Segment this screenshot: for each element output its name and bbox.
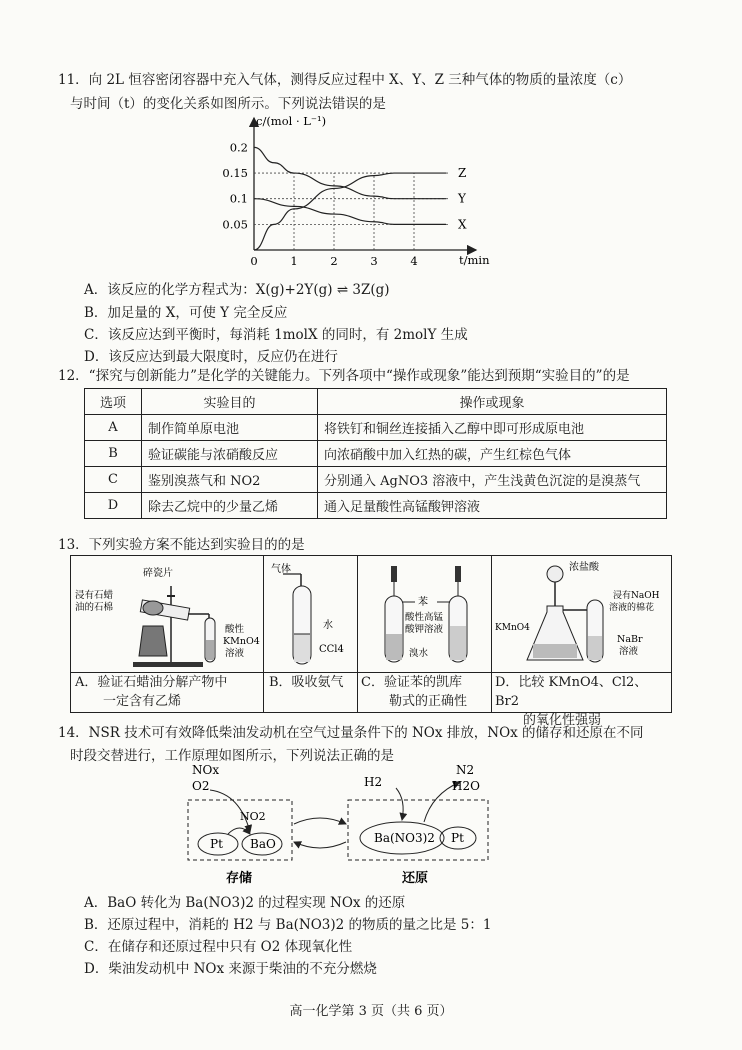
caption-a-line1: A．验证石蜡油分解产物中 [75,675,228,690]
chart-grid [254,173,450,250]
q11-option-d: D．该反应达到最大限度时，反应仍在进行 [84,349,338,365]
caption-d-line2: 的氧化性强弱 [523,713,602,728]
y-tick-label: 0.15 [222,166,248,181]
row-operation: 通入足量酸性高锰酸钾溶液 [318,493,667,519]
row-operation: 向浓硝酸中加入红热的碳，产生红棕色气体 [318,441,667,467]
row-option: B [85,441,142,467]
row-purpose: 鉴别溴蒸气和 NO2 [142,467,318,493]
label-water: 水 [323,620,333,631]
q14-option-d: D．柴油发动机中 NOx 来源于柴油的不充分燃烧 [84,961,377,977]
experiment-c [357,556,492,712]
row-operation: 分别通入 AgNO3 溶液中，产生浅黄色沉淀的是溴蒸气 [318,467,667,493]
label-nabr1: NaBr [617,634,643,645]
row-option: A [85,415,142,441]
diagram-o2: O2 [192,779,210,793]
q11-option-b: B．加足量的 X，可使 Y 完全反应 [84,305,288,321]
label-hcl: 浓盐酸 [569,562,599,573]
experiment-d [491,556,671,728]
x-tick-label: 4 [410,254,418,268]
caption-d-line1: D．比较 KMnO4、Cl2、Br2 [495,675,648,709]
q11-option-c: C．该反应达到平衡时，每消耗 1molX 的同时，有 2molY 生成 [84,327,468,343]
diagram-storage: 存储 [226,871,253,886]
q13-stem: 13．下列实验方案不能达到实验目的的是 [58,537,305,553]
q11-chart [222,112,502,272]
y-tick-label: 0.1 [229,191,248,206]
table-row [85,467,667,493]
caption-a [71,672,263,711]
series-label-y: Y [458,191,466,206]
caption-a-line2: 一定含有乙烯 [103,694,182,709]
experiment-a [71,556,264,712]
series-label-x: X [458,217,467,232]
header-option: 选项 [85,389,142,415]
chart-xlabel: t/min [459,253,490,267]
q12-table [84,388,667,519]
caption-c [357,672,491,711]
table-row [85,493,667,519]
q14-option-c: C．在储存和还原过程中只有 O2 体现氧化性 [84,939,353,955]
apparatus-a-icon [71,556,263,672]
label-acid1: 酸性高锰 [405,612,444,623]
diagram-pt-right: Pt [451,831,464,845]
row-option: C [85,467,142,493]
series-line-z [254,173,446,250]
chart-axes [254,118,476,250]
q12-stem: 12．“探究与创新能力”是化学的关键能力。下列各项中“操作或现象”能达到预期“实验目的”的是 [58,368,630,384]
q14-option-a: A．BaO 转化为 Ba(NO3)2 的过程实现 NOx 的还原 [84,895,406,911]
label-kmno4: KMnO4 [495,623,530,633]
table-row [85,415,667,441]
y-tick-label: 0.2 [229,140,248,155]
q13-experiment-panel [70,555,672,728]
label-acid2: 酸钾溶液 [405,624,444,635]
diagram-reduction: 还原 [402,871,429,886]
q14-nsr-diagram [170,760,510,890]
row-purpose: 验证碳能与浓硝酸反应 [142,441,318,467]
q11-stem-line1: 11．向 2L 恒容密闭容器中充入气体，测得反应过程中 X、Y、Z 三种气体的物质的量浓度（c） [58,72,632,88]
page-footer: 高一化学第 3 页（共 6 页） [289,1004,453,1019]
label-soaked2: 油的石棉 [75,602,114,613]
label-benzene: 苯 [418,597,428,608]
x-tick-label: 0 [250,254,258,268]
q14-stem-line1: 14．NSR 技术可有效降低柴油发动机在空气过量条件下的 NOx 排放，NOx 的储存和还原在不同 [58,725,644,741]
row-purpose: 制作简单原电池 [142,415,318,441]
diagram-h2: H2 [364,775,383,789]
diagram-banitrate: Ba(NO3)2 [374,831,435,845]
q11-stem-line2: 与时间（t）的变化关系如图所示。下列说法错误的是 [70,96,386,112]
x-tick-label: 3 [370,254,378,268]
caption-c-line1: C．验证苯的凯库 [361,675,462,690]
label-soaked1: 浸有石蜡 [75,590,114,601]
apparatus-c-icon [357,556,491,672]
q14-option-b: B．还原过程中，消耗的 H2 与 Ba(NO3)2 的物质的量之比是 5：1 [84,917,492,933]
label-nabr2: 溶液 [619,646,639,657]
label-kmno4-2: KMnO4 [223,636,260,647]
y-tick-label: 0.05 [222,217,248,232]
x-tick-label: 2 [330,254,338,268]
label-gas: 气体 [271,564,291,575]
series-label-z: Z [458,166,467,181]
diagram-nox: NOx [192,763,220,777]
chart-ylabel: c/(mol · L⁻¹) [256,114,327,128]
label-ccl4: CCl4 [319,644,344,655]
label-kmno4-1: 酸性 [225,624,245,635]
chart-ticks [222,140,417,268]
table-header-row [85,389,667,415]
label-bromine: 溴水 [409,648,429,659]
diagram-h2o: H2O [452,779,480,793]
q11-option-a: A．该反应的化学方程式为：X(g)+2Y(g) ⇌ 3Z(g) [84,282,390,298]
diagram-bao: BaO [250,837,276,851]
header-purpose: 实验目的 [142,389,318,415]
diagram-no2: NO2 [240,810,266,823]
caption-c-line2: 勒式的正确性 [389,694,468,709]
q14-stem-line2: 时段交替进行，工作原理如图所示，下列说法正确的是 [70,748,394,764]
experiment-b [263,556,358,712]
diagram-n2: N2 [456,763,475,777]
label-naoh1: 浸有NaOH [613,591,660,601]
series-line-x [254,199,446,225]
apparatus-d-icon [491,556,671,672]
caption-b: B．吸收氨气 [263,672,357,692]
diagram-pt-left: Pt [210,837,223,851]
label-kmno4-3: 溶液 [225,648,245,659]
label-pieces: 碎瓷片 [143,568,173,579]
chart-legend [457,166,467,231]
apparatus-b-icon [263,556,357,672]
row-operation: 将铁钉和铜丝连接插入乙醇中即可形成原电池 [318,415,667,441]
header-operation: 操作或现象 [318,389,667,415]
table-row [85,441,667,467]
x-tick-label: 1 [290,254,298,268]
row-option: D [85,493,142,519]
label-naoh2: 溶液的棉花 [609,603,655,613]
row-purpose: 除去乙烷中的少量乙烯 [142,493,318,519]
